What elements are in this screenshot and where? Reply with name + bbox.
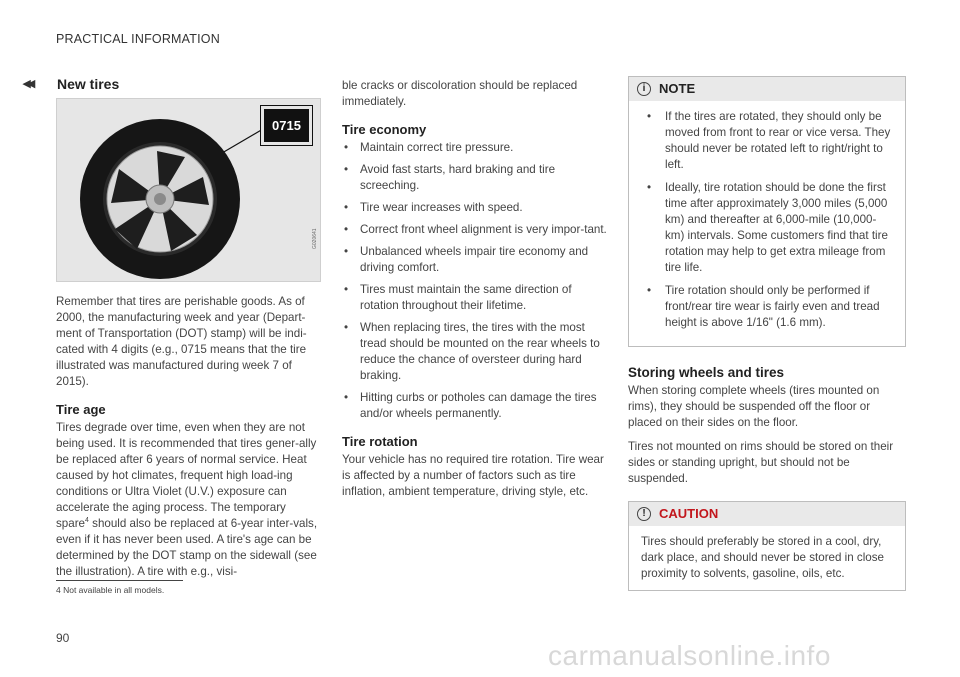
hub-logo bbox=[154, 193, 166, 205]
footnote: 4 Not available in all models. bbox=[56, 585, 165, 595]
intro-paragraph: Remember that tires are perishable goods. As of 2000, the manufacturing week and year (Depart-ment of Transportation (DOT) stamp) will be indi-cated with 4 digits (e.g., 0715 means that the tire illustrated was manufactured during week 7 of 2015). bbox=[56, 295, 307, 388]
caution-box bbox=[628, 501, 906, 591]
page-number: 90 bbox=[56, 631, 70, 645]
list-item: • Maintain correct tire pressure. bbox=[342, 140, 607, 156]
tire-age-paragraph: Tires degrade over time, even when they are not being used. It is recommended that tires gener-ally be replaced after 6 years of normal service. Heat caused by hot climates, frequent high load-ing conditions or Ultra Violet (U.V.) exposure can accelerate the aging process. The temporary spare$^4$ should also be replaced at 6-year inter-vals, even if it has never been used. A tire's age can be determined by the DOT stamp on the sidewall (see the illustration). A tire with e.g., visi- bbox=[56, 421, 318, 578]
storing-heading: Storing wheels and tires bbox=[628, 365, 785, 380]
right-column bbox=[628, 76, 906, 609]
note-body bbox=[629, 101, 905, 346]
list-item: • Unbalanced wheels impair tire economy and driving comfort. bbox=[342, 244, 607, 276]
note-box bbox=[628, 76, 906, 347]
middle-column bbox=[342, 78, 607, 508]
caution-title: CAUTION bbox=[659, 506, 719, 521]
info-icon: i bbox=[637, 82, 651, 96]
caution-body bbox=[629, 526, 905, 590]
list-item: • Hitting curbs or potholes can damage the tires and/or wheels permanently. bbox=[342, 390, 607, 422]
list-item: • Ideally, tire rotation should be done the first time after approximately 3,000 miles (5,000 km) and thereafter at 6,000-mile (10,000-km) intervals. Some customers find that tire rotation may help to get extra mileage from tire life. bbox=[641, 180, 891, 276]
list-item: • Tire wear increases with speed. bbox=[342, 200, 607, 216]
dot-code-label: 0715 bbox=[261, 106, 312, 145]
footnote-ref[interactable]: 4 bbox=[85, 517, 89, 525]
new-tires-heading: New tires bbox=[57, 76, 120, 92]
caution-header bbox=[629, 502, 905, 526]
tire-rotation-heading: Tire rotation bbox=[342, 434, 418, 449]
warning-icon: ! bbox=[637, 507, 651, 521]
note-title: NOTE bbox=[659, 81, 696, 96]
tire-economy-heading: Tire economy bbox=[342, 122, 427, 137]
caution-text: Tires should preferably be stored in a cool, dry, dark place, and should never be stored in close proximity to solvents, gasoline, oils, etc. bbox=[641, 535, 884, 580]
footnote-divider bbox=[56, 580, 183, 581]
storing-paragraph-2: Tires not mounted on rims should be stored on their sides or standing upright, but should not be suspended. bbox=[628, 440, 894, 485]
back-arrows-icon[interactable]: ◂◂ bbox=[23, 75, 33, 92]
page-header: PRACTICAL INFORMATION bbox=[56, 32, 220, 46]
watermark: carmanualsonline.info bbox=[548, 640, 831, 671]
list-item: • Correct front wheel alignment is very impor-tant. bbox=[342, 222, 607, 238]
continuation-paragraph: ble cracks or discoloration should be replaced immediately. bbox=[342, 79, 578, 108]
left-column bbox=[23, 75, 321, 588]
list-item: • Tire rotation should only be performed if front/rear tire wear is fairly even and tread height is above 1/16" (1.6 mm). bbox=[641, 283, 891, 331]
tire-illustration bbox=[56, 98, 321, 282]
list-item: • When replacing tires, the tires with the most tread should be mounted on the rear wheels to reduce the chance of oversteer during hard braking. bbox=[342, 320, 607, 384]
storing-paragraph-1: When storing complete wheels (tires mounted on rims), they should be suspended off the floor or placed on their sides on the floor. bbox=[628, 384, 880, 429]
tire-rotation-paragraph: Your vehicle has no required tire rotation. Tire wear is affected by a number of factors such as tire inflation, ambient temperature, driving style, etc. bbox=[342, 453, 604, 498]
list-item: • Tires must maintain the same direction of rotation throughout their lifetime. bbox=[342, 282, 607, 314]
economy-list bbox=[342, 140, 607, 422]
tire-age-heading: Tire age bbox=[56, 402, 106, 417]
figure-id: G020641 bbox=[312, 228, 318, 249]
section-title-new-tires bbox=[23, 75, 321, 92]
list-item: • If the tires are rotated, they should only be moved from front to rear or vice versa. They should never be rotated left to right/right to left. bbox=[641, 109, 891, 173]
note-header bbox=[629, 77, 905, 101]
list-item: • Avoid fast starts, hard braking and tire screeching. bbox=[342, 162, 607, 194]
